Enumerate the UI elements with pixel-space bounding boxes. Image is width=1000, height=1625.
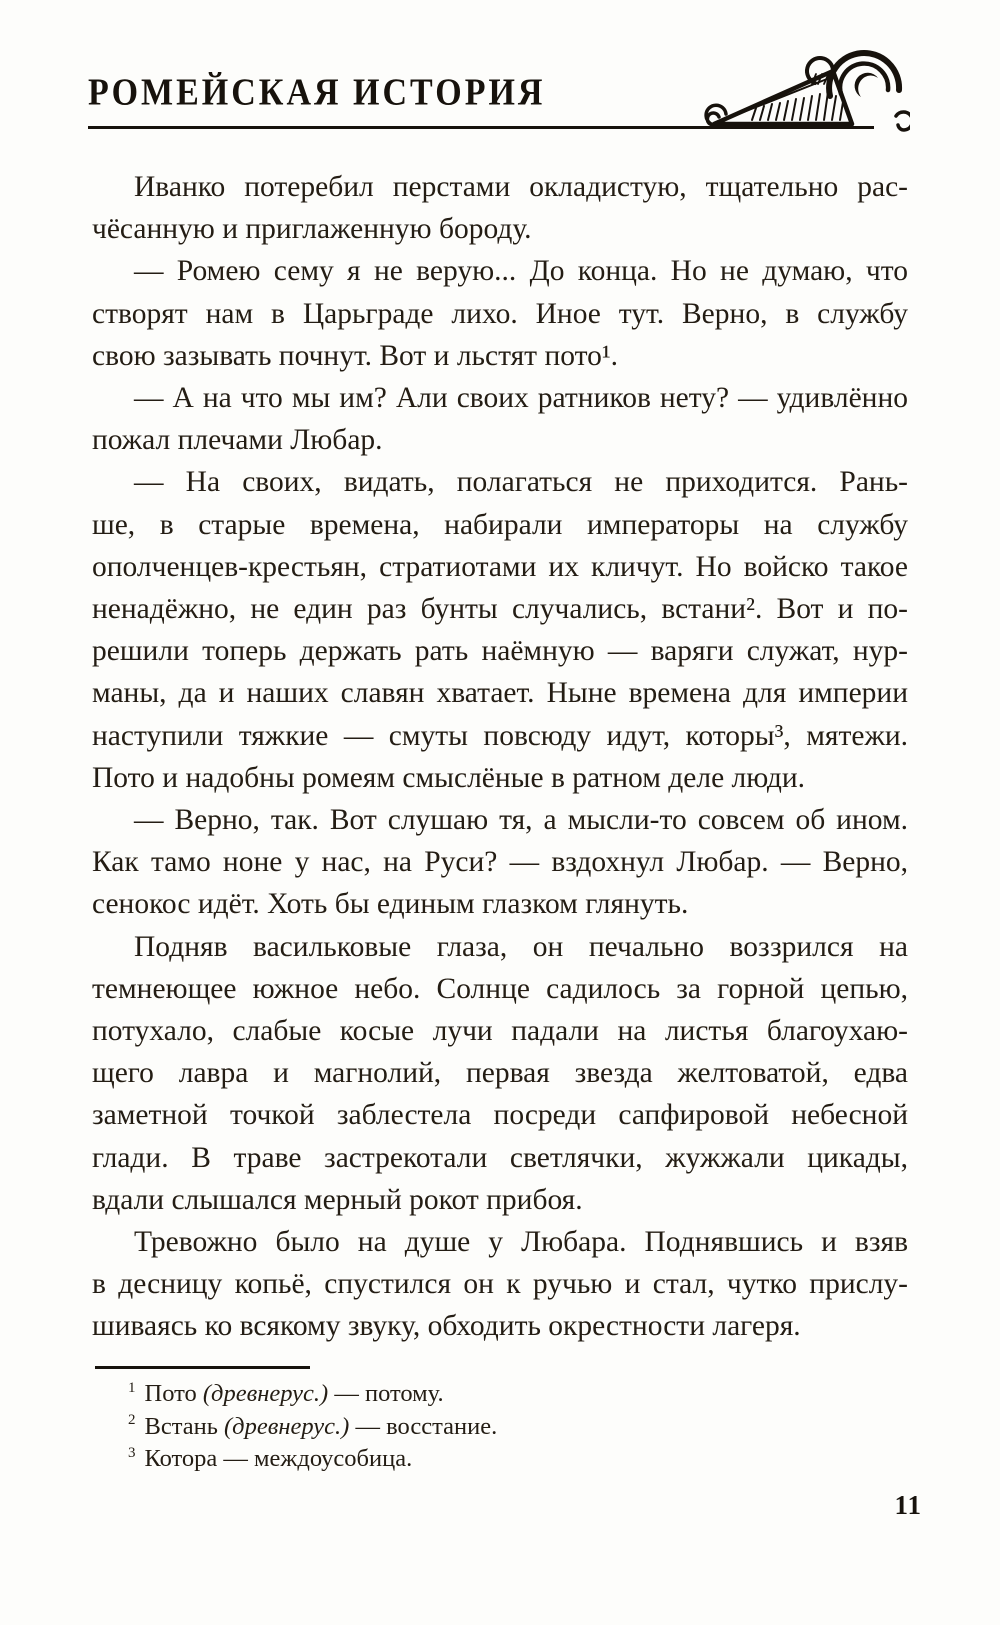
footnote-text-italic: (древнерус.) — [202, 1380, 329, 1407]
footnote — [92, 1443, 908, 1476]
footnote-marker: 2 — [128, 1412, 136, 1429]
paragraph — [92, 461, 908, 799]
footnote-text: — потому. — [328, 1380, 444, 1407]
text-line: наступили тяжкие — смуты повсюду идут, которы³, мятежи. — [92, 719, 908, 752]
text-line: створят нам в Царьграде лихо. Иное тут. Верно, в службу — [92, 297, 908, 330]
footnote — [92, 1378, 908, 1411]
paragraph — [92, 250, 908, 377]
text-line: Пото и надобны ромеям смыслёные в ратном деле люди. — [92, 761, 805, 794]
text-line: глади. В траве застрекотали светлячки, жужжали цикады, — [92, 1141, 908, 1174]
text-line: ненадёжно, не един раз бунты случались, встани². Вот и по- — [92, 593, 908, 626]
paragraph — [92, 799, 908, 926]
text-line: ше, в старые времена, набирали императоры на службу — [92, 508, 908, 541]
text-line: щего лавра и магнолий, первая звезда желтоватой, едва — [92, 1057, 908, 1090]
text-line: чёсанную и приглаженную бороду. — [92, 213, 532, 246]
footnote-text-italic: (древнерус.) — [224, 1412, 350, 1440]
text-line: Как тамо ноне у нас, на Руси? — вздохнул Любар. — Верно, — [92, 846, 908, 879]
footnote-text: Встань — [144, 1412, 225, 1440]
text-line: вдали слышался мерный рокот прибоя. — [92, 1183, 583, 1216]
footnote-marker: 1 — [128, 1379, 136, 1396]
paragraph — [92, 377, 908, 461]
text-line: Иванко потеребил перстами окладистую, тщательно рас- — [134, 171, 908, 203]
page-number: 11 — [894, 1490, 922, 1520]
text-line: пожал плечами Любар. — [92, 424, 383, 457]
footnote-text: Котора — междоусобица. — [144, 1445, 413, 1472]
paragraph — [92, 166, 908, 250]
text-line: — Верно, так. Вот слушаю тя, а мысли-то совсем об ином. — [134, 804, 908, 837]
page-body-text — [92, 166, 908, 1348]
text-line: шиваясь ко всякому звуку, обходить окрестности лагеря. — [92, 1310, 801, 1343]
text-line: в десницу копьё, спустился он к ручью и стал, чутко прислу- — [92, 1268, 908, 1301]
text-line: ополченцев-крестьян, стратиотами их кличут. Но войско такое — [92, 550, 908, 583]
footnote-separator — [95, 1366, 310, 1369]
text-line: — На своих, видать, полагаться не приходится. Рань- — [134, 466, 908, 499]
footnote-text: — восстание. — [349, 1412, 498, 1440]
footnote-text: Пото — [144, 1380, 203, 1407]
text-line: Подняв васильковые глаза, он печально воззрился на — [134, 930, 908, 963]
footnotes — [92, 1378, 908, 1476]
text-line: — А на что мы им? Али своих ратников нету? — удивлённо — [134, 382, 908, 415]
paragraph — [92, 926, 908, 1221]
text-line: решили топерь держать рать наёмную — варяги служат, нур- — [92, 635, 908, 668]
text-line: Тревожно было на душе у Любара. Поднявшись и взяв — [134, 1226, 908, 1259]
running-header-title: РОМЕЙСКАЯ ИСТОРИЯ — [88, 72, 546, 114]
text-line: маны, да и наших славян хватает. Ныне времена для империи — [92, 677, 908, 710]
text-line: — Ромею сему я не верую... До конца. Но не думаю, что — [134, 255, 908, 288]
paragraph — [92, 1221, 908, 1348]
footnote-marker: 3 — [128, 1444, 136, 1461]
footnote — [92, 1411, 908, 1444]
text-line: свою зазывать почнут. Вот и льстят пото¹. — [92, 339, 619, 372]
text-line: темнеющее южное небо. Солнце садилось за горной цепью, — [92, 972, 908, 1005]
text-line: заметной точкой заблестела посреди сапфировой небесной — [92, 1099, 908, 1132]
text-line: потухало, слабые косые лучи падали на листья благоухаю- — [92, 1015, 908, 1048]
text-line: сенокос идёт. Хоть бы единым глазком глянуть. — [92, 888, 689, 921]
header-rule — [88, 126, 874, 129]
scroll-flourish-icon — [700, 48, 910, 134]
